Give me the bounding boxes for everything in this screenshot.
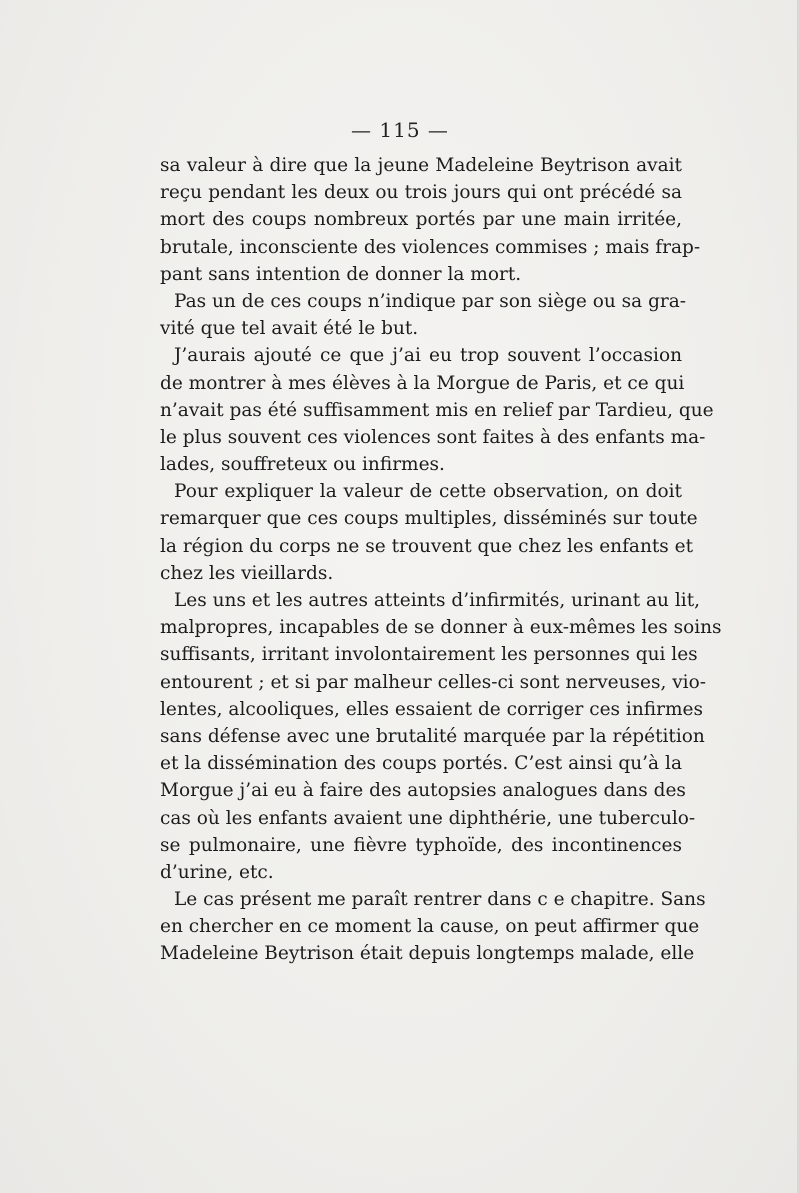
text-line: reçu pendant les deux ou trois jours qui ont précédé sa [160,182,682,204]
text-line: remarquer que ces coups multiples, disséminés sur toute [160,508,698,530]
text-line: vité que tel avait été le but. [160,318,419,340]
text-line: Le cas présent me paraît rentrer dans c e chapitre. Sans [174,889,706,911]
text-line: Pas un de ces coups n’indique par son siège ou sa gra- [174,290,687,312]
text-line: entourent ; et si par malheur celles-ci sont nerveuses, vio- [160,671,706,693]
text-line: pant sans intention de donner la mort. [160,263,522,285]
text-line: Morgue j’ai eu à faire des autopsies analogues dans des [160,780,686,802]
text-line: la région du corps ne se trouvent que chez les enfants et [160,535,694,557]
body-text [160,152,722,968]
text-line: Pour expliquer la valeur de cette observation, on doit [174,481,682,503]
text-line: en chercher en ce moment la cause, on peut affirmer que [160,916,700,938]
text-line: de montrer à mes élèves à la Morgue de Paris, et ce qui [160,372,685,394]
text-line: se pulmonaire, une fièvre typhoïde, des incontinences [160,834,682,856]
text-line: et la dissémination des coups portés. C’est ainsi qu’à la [160,753,682,775]
text-line: d’urine, etc. [160,861,274,883]
text-line: malpropres, incapables de se donner à eux-mêmes les soins [160,617,722,639]
text-line: J’aurais ajouté ce que j’ai eu trop souvent l’occasion [174,345,682,367]
text-line: chez les vieillards. [160,562,334,584]
text-line: Les uns et les autres atteints d’infirmités, urinant au lit, [174,590,701,611]
page-number: — 115 — [351,118,449,142]
text-line: cas où les enfants avaient une diphthérie, une tuberculo- [160,807,696,829]
text-line: lentes, alcooliques, elles essaient de corriger ces infirmes [160,698,703,720]
text-line: brutale, inconsciente des violences commises ; mais frap- [160,236,701,258]
text-line: n’avait pas été suffisamment mis en relief par Tardieu, que [160,399,714,421]
text-line: suffisants, irritant involontairement les personnes qui les [160,644,698,666]
text-line: sa valeur à dire que la jeune Madeleine Beytrison avait [160,155,682,176]
text-line: mort des coups nombreux portés par une main irritée, [160,209,682,231]
text-line: Madeleine Beytrison était depuis longtemps malade, elle [160,943,695,965]
text-line: sans défense avec une brutalité marquée par la répétition [160,725,705,747]
text-line: lades, souffreteux ou infirmes. [160,454,445,476]
text-line: le plus souvent ces violences sont faites à des enfants ma- [160,426,706,448]
